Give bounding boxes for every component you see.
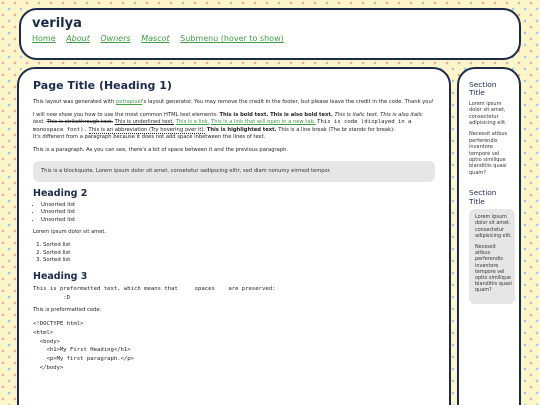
sidebar-box-text: Lorem ipsum dolor sit amet, consectetur adipisicing elit. [475, 214, 512, 239]
list-item: • Unsorted list [41, 209, 435, 217]
italic-text-2: This is also italic text. [33, 111, 423, 126]
sidebar-section-title-2: Section Title [469, 188, 497, 206]
main-content [17, 67, 451, 405]
nav-home-link[interactable]: Home [32, 34, 56, 43]
nav-mascot-link[interactable]: Mascot [141, 34, 170, 43]
elements-intro: I will now show you how to use the most common HTML text elements: [33, 111, 220, 118]
unsorted-list [41, 202, 435, 225]
nav-owners-link[interactable]: Owners [100, 34, 131, 43]
list-item: • Unsorted list [41, 202, 435, 210]
sidebar-section-title: Section Title [469, 80, 497, 98]
site-header [19, 8, 521, 60]
italic-text: This is italic text. [334, 111, 379, 118]
main-nav [32, 34, 508, 44]
preformatted-text: This is preformatted text, which means that spaces are preserved: :D [33, 285, 276, 301]
blockquote: This is a blockquote. Lorem ipsum dolor sit amet, consetetur sadipscing elitr, sed diam nonumy eirmod tempor. [33, 161, 435, 182]
intro-text: This layout was generated with [33, 99, 116, 105]
list-item: 3. Sorted list [43, 257, 435, 265]
sidebar [457, 67, 521, 405]
page-title: Page Title (Heading 1) [33, 79, 172, 92]
credit-link[interactable]: petrapixel [115, 99, 143, 105]
nav-submenu-link[interactable]: Submenu (hover to show) [180, 34, 284, 43]
elements-paragraph [33, 112, 435, 142]
sidebar-box-text: Necessit atibus perferendis inventore tempore vel optio similique blanditiis quasi quam? [475, 243, 512, 294]
highlighted-text: This is highlighted text. [206, 126, 277, 133]
paragraph: This is a paragraph. As you can see, there's a bit of space between it and the previous paragraph. [33, 146, 289, 153]
intro-paragraph [33, 99, 435, 107]
sidebar-text: Lorem ipsum dolor sit amet, consectetur adipisicing elit. [469, 100, 507, 127]
strikethrough-text: This is strikethrough text. [46, 119, 113, 126]
example-link-new-tab[interactable]: This is a link that will open in a new tab. [211, 119, 316, 126]
site-title: verilya [32, 16, 82, 31]
code-text: This is code (displayed in a monospace font). [33, 119, 412, 133]
line-break-text: This is a line break (The br stands for break): [278, 126, 395, 133]
heading-3: Heading 3 [33, 270, 88, 282]
sorted-list [43, 242, 435, 265]
code-label: This is preformatted code: [33, 307, 102, 314]
list-item: • Unsorted list [41, 217, 435, 225]
list-item: 2. Sorted list [43, 250, 435, 258]
abbreviation-text[interactable]: This is an abbreviation (Try hovering over it). [88, 126, 206, 133]
intro-text-end: 's layout generator. You may remove the credit in the footer, but please leave the credit in the code. Thank you! [142, 99, 434, 105]
bold-text: This is bold text. [219, 111, 269, 118]
sidebar-box [469, 209, 515, 303]
bold-text-2: This is also bold text. [270, 111, 333, 118]
line-break-text-2: It's different from a paragraph because it does not add space inbetween the lines of text. [33, 134, 266, 141]
sidebar-text: Necessit atibus perferendis inventore tempore vel optio similique blanditiis quasi quam? [469, 131, 508, 176]
list-item: 1. Sorted list [43, 242, 435, 250]
example-link[interactable]: This is a link. [175, 119, 210, 126]
underlined-text: This is underlined text. [114, 119, 175, 126]
nav-about-link[interactable]: About [66, 34, 90, 43]
code-block: <!DOCTYPE html> <html> <body> <h1>My First Heading</h1> <p>My first paragraph.</p> </body> [33, 320, 135, 371]
heading-2: Heading 2 [33, 187, 88, 199]
lorem-paragraph: Lorem ipsum dolor sit amet. [33, 229, 107, 236]
